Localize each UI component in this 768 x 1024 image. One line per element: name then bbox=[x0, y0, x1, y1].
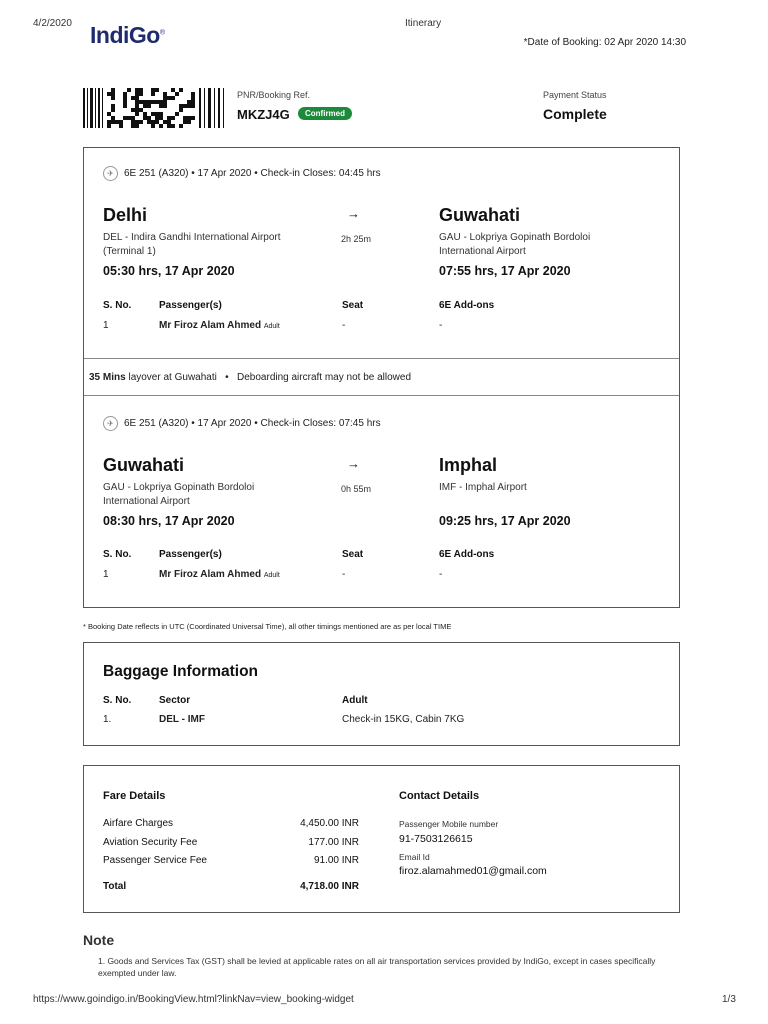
arrival-time: 09:25 hrs, 17 Apr 2020 bbox=[439, 514, 571, 528]
passenger-addons: - bbox=[439, 320, 443, 331]
logo-mark: ® bbox=[159, 29, 165, 37]
print-title: Itinerary bbox=[405, 18, 442, 29]
baggage-title: Baggage Information bbox=[103, 663, 259, 680]
footer-url: https://www.goindigo.in/BookingView.html?linkNav=view_booking-widget bbox=[33, 994, 354, 1005]
print-date: 4/2/2020 bbox=[33, 18, 72, 29]
pnr-label: PNR/Booking Ref. bbox=[237, 90, 311, 100]
baggage-box bbox=[83, 642, 680, 746]
booking-date: *Date of Booking: 02 Apr 2020 14:30 bbox=[523, 37, 686, 48]
origin-airport-line2: (Terminal 1) bbox=[103, 246, 156, 257]
fare-row-value: 91.00 INR bbox=[313, 855, 359, 866]
origin-city: Guwahati bbox=[103, 455, 185, 475]
email-value: firoz.alamahmed01@gmail.com bbox=[399, 865, 547, 877]
segment-header bbox=[103, 416, 381, 431]
fare-total-value: 4,718.00 INR bbox=[300, 881, 359, 892]
payment-status-value: Complete bbox=[543, 106, 607, 122]
passenger-name-text: Mr Firoz Alam Ahmed bbox=[159, 569, 262, 580]
passenger-type: Adult bbox=[263, 572, 280, 579]
pnr-value: MKZJ4G bbox=[237, 107, 290, 122]
arrow-right-icon: → bbox=[347, 456, 360, 471]
origin-airport bbox=[103, 231, 281, 259]
utc-footnote: * Booking Date reflects in UTC (Coordinated Universal Time), all other timings mentioned are as per local TIME bbox=[83, 622, 452, 631]
fare-row-label: Airfare Charges bbox=[103, 818, 174, 829]
arrival-time: 07:55 hrs, 17 Apr 2020 bbox=[439, 264, 571, 278]
destination-airport-line1: IMF - Imphal Airport bbox=[439, 482, 527, 493]
fare-row-value: 177.00 INR bbox=[308, 837, 359, 848]
segment-header-text: 6E 251 (A320) • 17 Apr 2020 • Check-in Closes: 07:45 hrs bbox=[124, 418, 381, 429]
col-addons: 6E Add-ons bbox=[439, 300, 495, 311]
fare-row-label: Aviation Security Fee bbox=[103, 837, 198, 848]
layover-text: layover at Guwahati • Deboarding aircraft may not be allowed bbox=[125, 372, 411, 383]
destination-city: Imphal bbox=[439, 455, 498, 475]
origin-airport-line2: International Airport bbox=[103, 496, 190, 507]
origin-airport bbox=[103, 481, 254, 509]
passenger-seat: - bbox=[342, 320, 346, 331]
layover-info bbox=[89, 372, 411, 383]
mobile-value: 91-7503126615 bbox=[399, 833, 473, 845]
passenger-sno: 1 bbox=[103, 320, 109, 331]
baggage-sector: DEL - IMF bbox=[159, 714, 205, 725]
passenger-type: Adult bbox=[263, 323, 280, 330]
col-passengers: Passenger(s) bbox=[159, 300, 222, 311]
passenger-seat: - bbox=[342, 569, 346, 580]
flight-duration: 0h 55m bbox=[341, 484, 372, 494]
payment-status-label: Payment Status bbox=[543, 90, 607, 100]
divider bbox=[84, 358, 679, 359]
fare-total-label: Total bbox=[103, 881, 127, 892]
departure-time: 08:30 hrs, 17 Apr 2020 bbox=[103, 514, 235, 528]
fare-contact-box bbox=[83, 765, 680, 913]
origin-airport-line1: DEL - Indira Gandhi International Airport bbox=[103, 232, 281, 243]
fare-row-label: Passenger Service Fee bbox=[103, 855, 207, 866]
plane-icon: ✈ bbox=[103, 416, 118, 431]
fare-title: Fare Details bbox=[103, 790, 166, 802]
itinerary-box bbox=[83, 147, 680, 608]
col-seat: Seat bbox=[342, 300, 364, 311]
baggage-allowance: Check-in 15KG, Cabin 7KG bbox=[342, 714, 465, 725]
note-title: Note bbox=[83, 932, 115, 948]
note-text: 1. Goods and Services Tax (GST) shall be levied at applicable rates on all air transportation services provided by IndiGo, except in cases specifically exempted under law. bbox=[98, 956, 656, 978]
col-sno: S. No. bbox=[103, 300, 132, 311]
destination-airport-line1: GAU - Lokpriya Gopinath Bordoloi bbox=[439, 232, 591, 243]
logo-text: IndiGo bbox=[90, 22, 160, 48]
passenger-name bbox=[159, 569, 280, 580]
baggage-col-adult: Adult bbox=[342, 695, 368, 706]
passenger-name-text: Mr Firoz Alam Ahmed bbox=[159, 320, 262, 331]
page-number: 1/3 bbox=[722, 994, 736, 1005]
segment-header-text: 6E 251 (A320) • 17 Apr 2020 • Check-in Closes: 04:45 hrs bbox=[124, 168, 381, 179]
destination-city: Guwahati bbox=[439, 205, 521, 225]
destination-airport bbox=[439, 231, 590, 259]
col-addons: 6E Add-ons bbox=[439, 549, 495, 560]
flight-duration: 2h 25m bbox=[341, 234, 372, 244]
mobile-label: Passenger Mobile number bbox=[399, 819, 499, 829]
barcode-image bbox=[83, 88, 228, 128]
divider bbox=[84, 395, 679, 396]
passenger-sno: 1 bbox=[103, 569, 109, 580]
passenger-addons: - bbox=[439, 569, 443, 580]
col-sno: S. No. bbox=[103, 549, 132, 560]
status-badge: Confirmed bbox=[298, 107, 352, 120]
arrow-right-icon: → bbox=[347, 206, 360, 221]
destination-airport bbox=[439, 481, 527, 495]
layover-duration: 35 Mins bbox=[89, 372, 126, 383]
plane-icon: ✈ bbox=[103, 166, 118, 181]
indigo-logo bbox=[90, 22, 165, 49]
baggage-sno: 1. bbox=[103, 714, 112, 725]
origin-airport-line1: GAU - Lokpriya Gopinath Bordoloi bbox=[103, 482, 255, 493]
destination-airport-line2: International Airport bbox=[439, 246, 526, 257]
contact-title: Contact Details bbox=[399, 790, 480, 802]
passenger-name bbox=[159, 320, 280, 331]
segment-header bbox=[103, 166, 381, 181]
col-passengers: Passenger(s) bbox=[159, 549, 222, 560]
email-label: Email Id bbox=[399, 852, 430, 862]
baggage-col-sno: S. No. bbox=[103, 695, 132, 706]
fare-row-value: 4,450.00 INR bbox=[300, 818, 359, 829]
origin-city: Delhi bbox=[103, 205, 148, 225]
col-seat: Seat bbox=[342, 549, 364, 560]
baggage-col-sector: Sector bbox=[159, 695, 191, 706]
departure-time: 05:30 hrs, 17 Apr 2020 bbox=[103, 264, 235, 278]
